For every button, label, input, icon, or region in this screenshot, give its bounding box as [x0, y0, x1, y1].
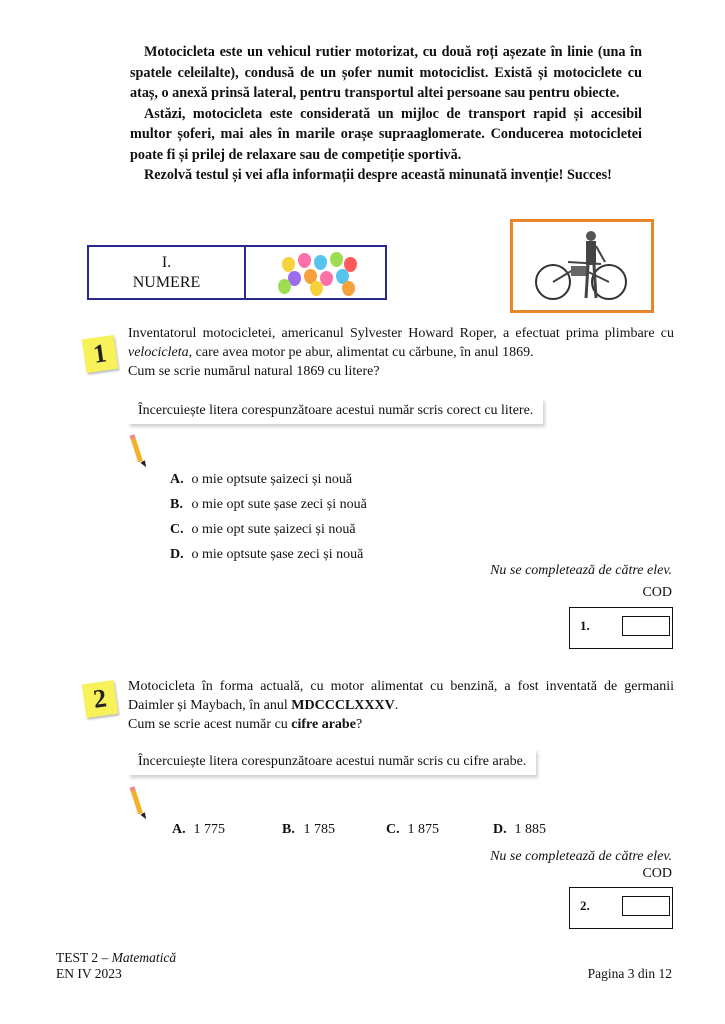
- option-letter: C.: [170, 522, 184, 537]
- section-name: NUMERE: [132, 273, 201, 291]
- option-letter: D.: [170, 547, 184, 562]
- question-1-option-c[interactable]: [170, 522, 356, 538]
- question-1-italic-word: velocicleta: [128, 345, 189, 360]
- question-2-code-box: [569, 887, 673, 929]
- question-1-code-number: 1.: [580, 618, 590, 633]
- motorcycle-icon: [513, 222, 651, 310]
- question-2-code-field: [622, 896, 670, 916]
- question-2-prompt-part1: Cum se scrie acest număr cu: [128, 717, 292, 732]
- balloon-icon: [278, 279, 291, 294]
- question-2-text-part2: .: [394, 698, 399, 713]
- question-2-instruction: Încercuiește litera corespunzătoare acestui număr scris cu cifre arabe.: [128, 749, 536, 775]
- footer-exam: EN IV 2023: [56, 966, 122, 981]
- intro-paragraph-3: Rezolvă testul și vei afla informații despre această minunată invenție! Succes!: [144, 167, 612, 183]
- question-1-option-a[interactable]: [170, 472, 352, 488]
- footer-left: [56, 950, 176, 982]
- balloon-icon: [282, 257, 295, 272]
- balloon-icon: [314, 255, 327, 270]
- footer-page-number: Pagina 3 din 12: [587, 966, 672, 981]
- option-letter: C.: [386, 822, 400, 837]
- option-text: o mie opt sute șase zeci și nouă: [191, 497, 367, 512]
- balloon-icon: [310, 281, 323, 296]
- question-1-number: 1: [91, 338, 109, 369]
- footer-test-line: [56, 950, 176, 966]
- question-1-instruction: Încercuiește litera corespunzătoare acestui număr scris corect cu litere.: [128, 398, 543, 424]
- pencil-icon: [128, 434, 148, 470]
- pencil-icon: [128, 786, 148, 822]
- question-2-option-a[interactable]: [172, 822, 225, 838]
- question-2-prompt-bold: cifre arabe: [291, 717, 356, 732]
- question-1-code-field: [622, 616, 670, 636]
- option-letter: A.: [172, 822, 186, 837]
- option-text: 1 775: [193, 822, 225, 837]
- option-text: 1 875: [407, 822, 439, 837]
- intro-paragraph-2: Astăzi, motocicleta este considerată un mijloc de transport rapid și accesibil multor șoferi, mai ales în marile orașe supraaglomerate. Conducerea motocicletei poate fi și prilej de relaxare sau de competiție sportivă.: [130, 105, 642, 163]
- intro-paragraph-1: Motocicleta este un vehicul rutier motorizat, cu două roți așezate în linie (una în spatele celeilalte), condusă de un șofer numit motociclist. Există și motociclete cu ataș, o anexă prinsă lateral, pentru transportul altei persoane sau pentru obiecte.: [130, 44, 642, 101]
- option-text: o mie opt sute șaizeci și nouă: [191, 522, 356, 537]
- question-2-text: [128, 677, 674, 734]
- question-1-option-b[interactable]: [170, 497, 367, 513]
- balloons-illustration: [246, 247, 385, 298]
- question-1-text: [128, 324, 674, 381]
- intro-text: [130, 42, 642, 186]
- question-1-cod-label: COD: [642, 585, 672, 600]
- question-2-not-filled-note: Nu se completează de către elev.: [490, 849, 672, 864]
- section-title: [89, 247, 246, 298]
- balloon-icon: [298, 253, 311, 268]
- balloon-icon: [330, 252, 343, 267]
- question-1-code-box: [569, 607, 673, 649]
- footer-subject: Matematică: [111, 950, 177, 965]
- option-text: 1 885: [514, 822, 546, 837]
- question-2-roman-number: MDCCCLXXXV: [291, 698, 395, 713]
- question-2-option-c[interactable]: [386, 822, 439, 838]
- question-2-text-part1: Motocicleta în forma actuală, cu motor alimentat cu benzină, a fost inventată de germanii Daimler și Maybach, în anul: [128, 679, 674, 713]
- question-1-text-part2: , care avea motor pe abur, alimentat cu cărbune, în anul 1869.: [188, 345, 534, 360]
- option-letter: A.: [170, 472, 184, 487]
- question-2-option-b[interactable]: [282, 822, 335, 838]
- question-1-text-part1: Inventatorul motocicletei, americanul Sylvester Howard Roper, a efectuat prima plimbare cu: [128, 326, 674, 341]
- question-1-note: [82, 335, 118, 373]
- question-2-option-d[interactable]: [493, 822, 546, 838]
- question-2-code-number: 2.: [580, 898, 590, 913]
- question-2-number: 2: [91, 683, 109, 714]
- option-text: o mie optsute șase zeci și nouă: [191, 547, 364, 562]
- question-1-option-d[interactable]: [170, 547, 363, 563]
- question-2-cod-label: COD: [642, 866, 672, 881]
- option-letter: D.: [493, 822, 507, 837]
- section-title-box: [87, 245, 387, 300]
- footer-test-label: TEST 2 –: [56, 950, 112, 965]
- question-1-prompt: Cum se scrie numărul natural 1869 cu litere?: [128, 364, 380, 379]
- motorcycle-photo: [510, 219, 654, 313]
- question-1-not-filled-note: Nu se completează de către elev.: [490, 563, 672, 578]
- question-2-note: [82, 680, 118, 718]
- option-letter: B.: [282, 822, 295, 837]
- question-2-prompt-part2: ?: [355, 717, 363, 732]
- option-text: o mie optsute șaizeci și nouă: [191, 472, 353, 487]
- balloon-icon: [342, 281, 355, 296]
- option-letter: B.: [170, 497, 183, 512]
- option-text: 1 785: [303, 822, 335, 837]
- section-number: I.: [161, 253, 172, 271]
